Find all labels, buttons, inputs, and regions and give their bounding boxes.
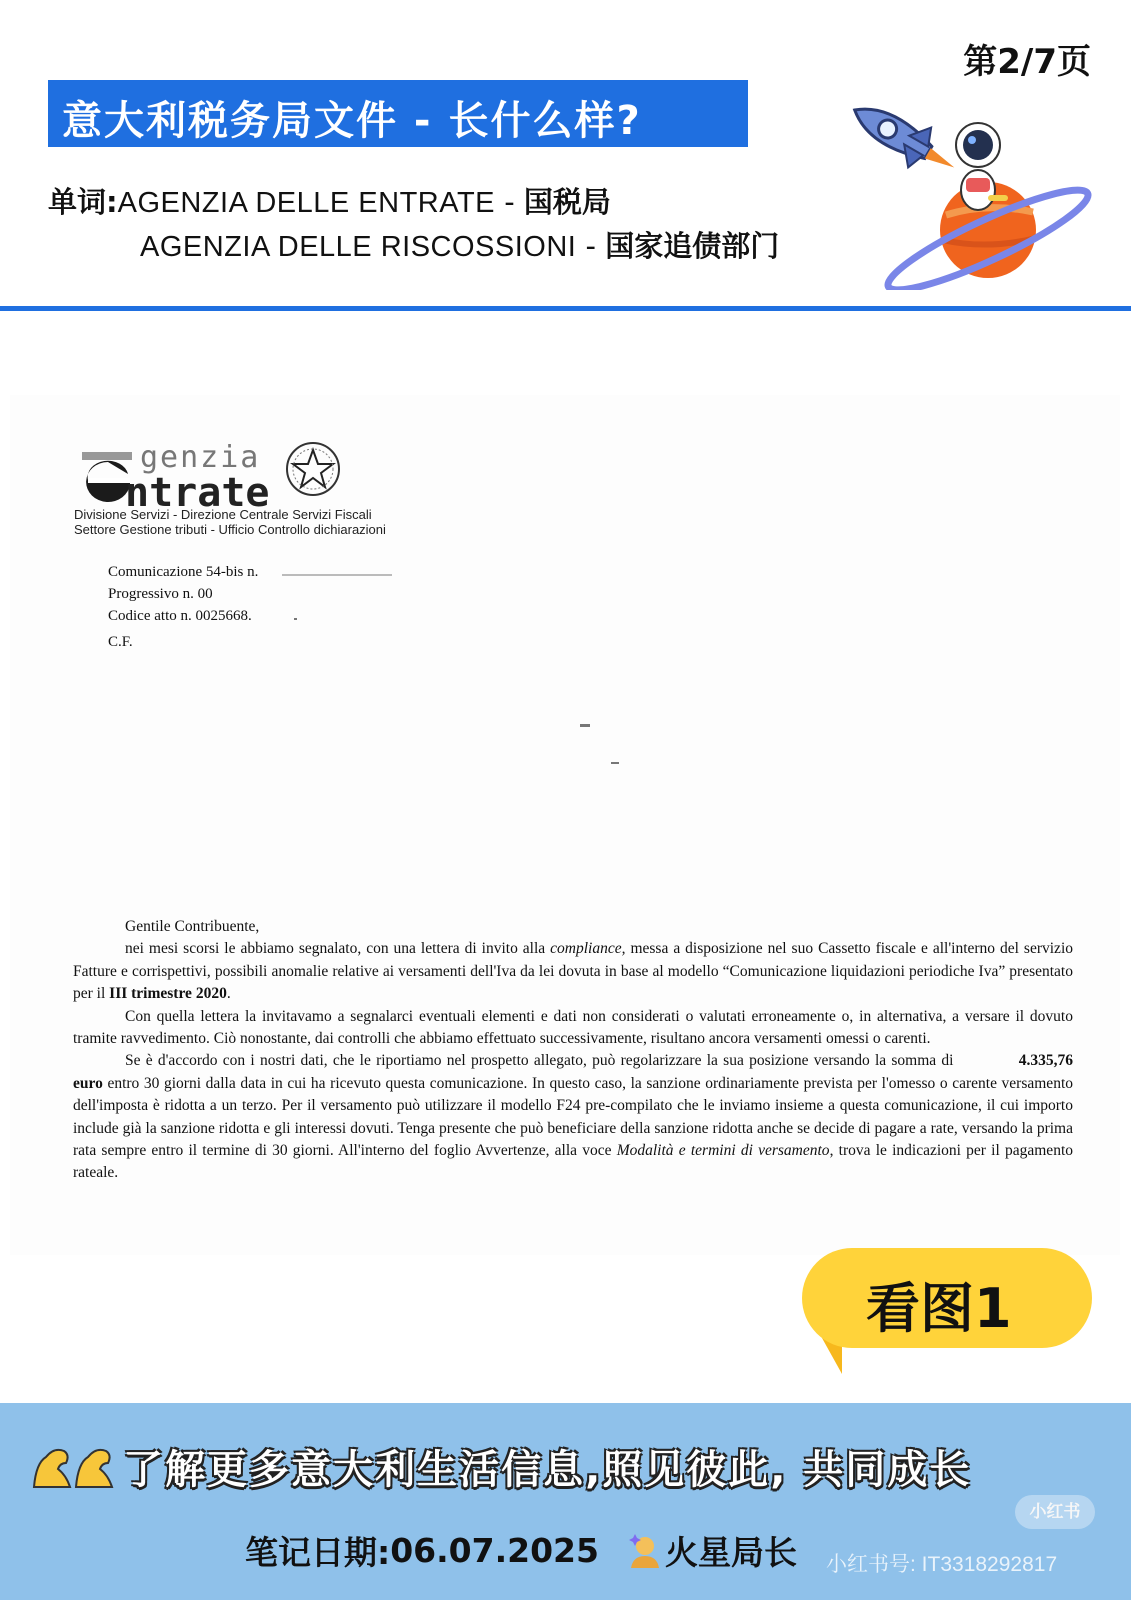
vocab-separator-2: -: [576, 229, 606, 263]
logo-word-entrate: ntrate: [125, 470, 270, 516]
letter-body: [73, 916, 1073, 1185]
note-date-row: [245, 1527, 797, 1574]
footer-slogan: 了解更多意大利生活信息,照见彼此, 共同成长: [123, 1447, 972, 1493]
redaction-mark: [580, 724, 590, 727]
letter-paragraph-1: [73, 938, 1073, 1005]
author-name: 火星局长: [664, 1533, 797, 1572]
vocab-line-2: [140, 224, 779, 265]
xiaohongshu-watermark-badge: 小红书: [1015, 1495, 1095, 1529]
letter-p3-text-a: Se è d'accordo con i nostri dati, che le riportiamo nel prospetto allegato, può regolarizzare la sua posizione versando la somma di: [125, 1052, 959, 1070]
letter-p3-payment-terms: Modalità e termini di versamento: [616, 1142, 830, 1160]
letter-p1-text-b: messa a disposizione nel suo Cassetto fiscale e all'interno del servizio Fatture e corrispettivi, possibili anomalie relative ai versamenti dell'Iva da lei dovuta in base al modello “Comunicazione liquidazioni periodiche Iva” presentato per il: [73, 940, 1073, 1003]
redaction-mark: [611, 762, 619, 764]
italian-emblem-icon: [282, 438, 344, 500]
callout-label: 看图1: [866, 1277, 1012, 1340]
letter-p1-quarter: III trimestre 2020: [109, 985, 227, 1003]
vocab-chinese-2: 国家追债部门: [605, 229, 780, 263]
date-value: 06.07.2025: [390, 1531, 599, 1570]
letter-paragraph-3: [73, 1050, 1073, 1184]
redaction-mark: [282, 574, 392, 576]
page-indicator: 第2/7页: [963, 42, 1091, 82]
header-divider: [0, 306, 1131, 311]
letter-p1-text-c: .: [226, 985, 231, 1003]
letter-amount: 4.335,76 euro: [73, 1052, 1073, 1092]
footer-slogan-row: [30, 1438, 971, 1498]
redaction-mark: [294, 618, 297, 620]
letter-p1-compliance: compliance,: [550, 940, 626, 958]
title-banner: [48, 80, 748, 147]
vocab-separator-1: -: [495, 185, 524, 219]
vocab-chinese-1: 国税局: [523, 185, 611, 219]
logo-word-agenzia: genzia: [140, 440, 261, 475]
letter-p3-text-b: entro 30 giorni dalla data in cui ha ricevuto questa comunicazione. In questo caso, la sanzione ordinariamente prevista per l'omesso o carente versamento dell'imposta è ridotta a un terzo. Per il versamento può utilizzare il modello F24 pre-compilato che le inviamo insieme a questa comunicazione, il cui importo include già la sanzione ridotta e gli interessi dovuti. Tenga presente che può beneficiare della sanzione ridotta anche se decide di pagare a rate, versando la prima rata sempre entro il termine di 30 giorni. All'interno del foglio Avvertenze, alla voce: [73, 1074, 1073, 1160]
logo-subtitle-division: Divisione Servizi - Direzione Centrale Servizi Fiscali: [74, 507, 372, 522]
letter-p1-text-a: nei mesi scorsi le abbiamo segnalato, con una lettera di invito alla: [125, 940, 551, 958]
vocab-italian-1: AGENZIA DELLE ENTRATE: [117, 187, 495, 219]
astronaut-planet-icon: [838, 90, 1098, 290]
rocket-icon: [843, 90, 966, 187]
letter-greeting: Gentile Contribuente,: [125, 918, 260, 935]
date-label: 笔记日期:: [245, 1533, 391, 1572]
logo-subtitle-sector: Settore Gestione tributi - Ufficio Controllo dichiarazioni: [74, 522, 386, 537]
vocab-italian-2: AGENZIA DELLE RISCOSSIONI: [140, 231, 577, 263]
ref-progressive-number: Progressivo n. 00: [108, 586, 213, 602]
ref-communication-number: Comunicazione 54-bis n.: [108, 564, 259, 580]
ref-tax-code: C.F.: [108, 634, 133, 650]
ref-act-code: Codice atto n. 0025668.: [108, 608, 252, 624]
vocab-line-1: [48, 180, 611, 221]
person-sparkle-icon: [627, 1532, 663, 1570]
vocab-label: 单词:: [48, 185, 118, 219]
letter-p3-text-c: , trova le indicazioni per il pagamento rateale.: [73, 1142, 1073, 1182]
flexed-biceps-icon: [30, 1441, 118, 1493]
letter-paragraph-2: Con quella lettera la invitavamo a segnalarci eventuali elementi e dati non considerati o valutati erroneamente o, in alternativa, a versare il dovuto tramite ravvedimento. Ciò nonostante, dai controlli che abbiamo effettuato successivamente, risultano ancora versamenti omessi o carenti.: [73, 1007, 1073, 1048]
xiaohongshu-watermark-id: 小红书号: IT3318292817: [826, 1553, 1058, 1576]
page-title: 意大利税务局文件 - 长什么样?: [62, 98, 642, 144]
